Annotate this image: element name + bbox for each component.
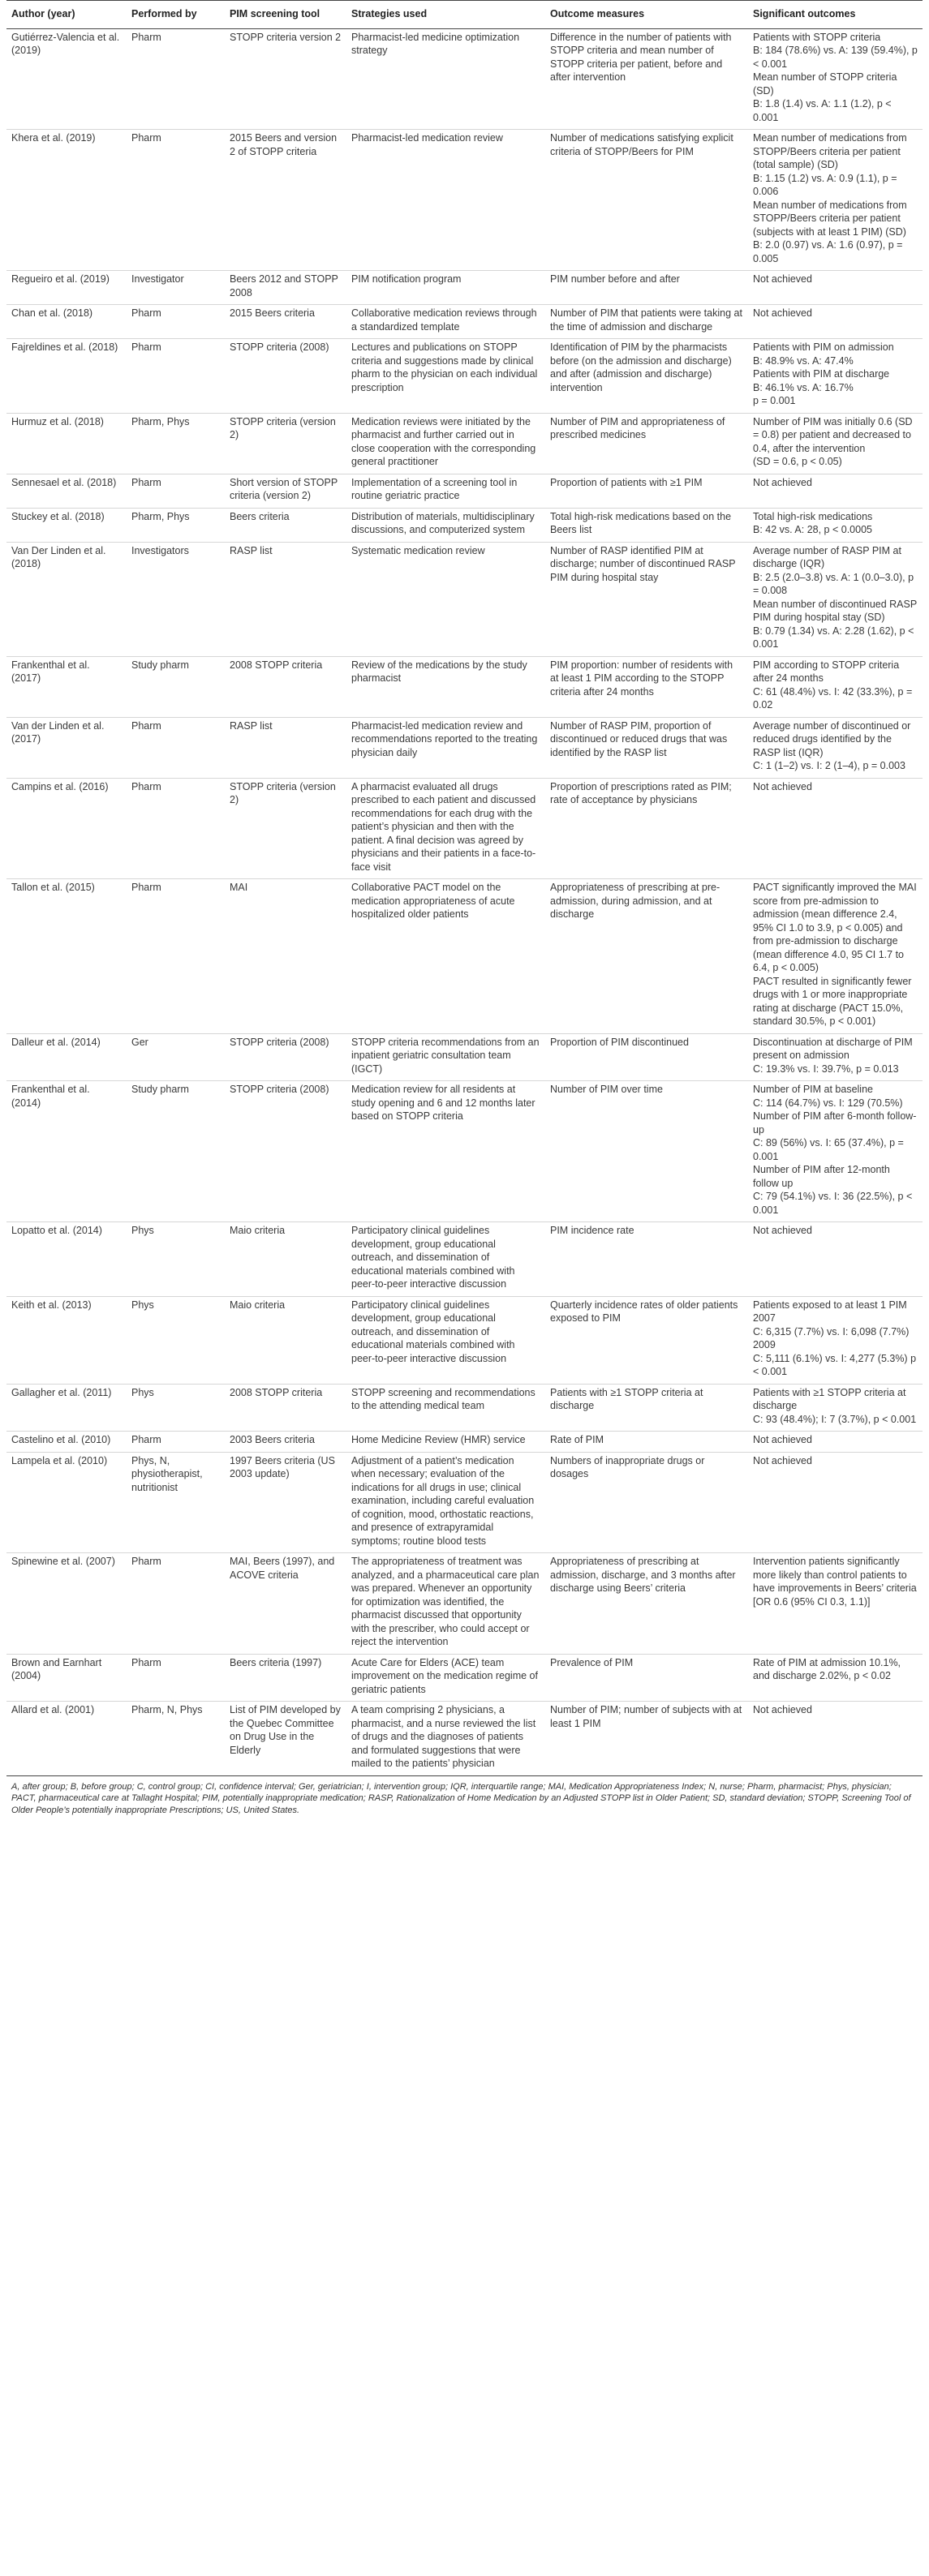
- cell-screening-tool: STOPP criteria version 2: [225, 28, 346, 130]
- col-screening-tool-header: PIM screening tool: [225, 1, 346, 29]
- cell-performed-by: Pharm: [127, 879, 225, 1034]
- cell-performed-by: Pharm: [127, 717, 225, 778]
- cell-performed-by: Pharm: [127, 474, 225, 508]
- table-row: [6, 130, 923, 271]
- cell-outcome-measures: Number of RASP identified PIM at discharge; number of discontinued RASP PIM during hospital stay: [545, 542, 748, 656]
- cell-strategy: Implementation of a screening tool in routine geriatric practice: [346, 474, 545, 508]
- cell-strategy: Pharmacist-led medication review: [346, 130, 545, 271]
- cell-screening-tool: STOPP criteria (2008): [225, 1081, 346, 1222]
- table-row: [6, 508, 923, 542]
- cell-author: Brown and Earnhart (2004): [6, 1654, 127, 1702]
- cell-screening-tool: Beers criteria: [225, 508, 346, 542]
- cell-outcome-measures: Proportion of patients with ≥1 PIM: [545, 474, 748, 508]
- cell-author: Frankenthal et al. (2014): [6, 1081, 127, 1222]
- cell-significant-outcomes: PACT significantly improved the MAI score from pre-admission to admission (mean difference 2.4, 95% CI 1.0 to 3.9, p < 0.005) and from pre-admission to discharge (mean difference 4.0, 95 CI 1.7 to 6.4, p < 0.005) PACT resulted in significantly fewer drugs with 1 or more inappropriate rating at discharge (PACT 15.0%, standard 30.5%, p < 0.001): [748, 879, 923, 1034]
- header-row: [6, 1, 923, 29]
- cell-significant-outcomes: Average number of RASP PIM at discharge (IQR) B: 2.5 (2.0–3.8) vs. A: 1 (0.0–3.0), p = 0.008 Mean number of discontinued RASP PIM during hospital stay (SD) B: 0.79 (1.34) vs. A: 2.28 (1.62), p < 0.001: [748, 542, 923, 656]
- cell-performed-by: Phys: [127, 1384, 225, 1432]
- cell-screening-tool: List of PIM developed by the Quebec Committee on Drug Use in the Elderly: [225, 1702, 346, 1776]
- table-row: [6, 656, 923, 717]
- cell-author: Gallagher et al. (2011): [6, 1384, 127, 1432]
- cell-screening-tool: 1997 Beers criteria (US 2003 update): [225, 1452, 346, 1553]
- col-author-header: Author (year): [6, 1, 127, 29]
- col-performed-by-header: Performed by: [127, 1, 225, 29]
- cell-author: Lampela et al. (2010): [6, 1452, 127, 1553]
- cell-strategy: Medication review for all residents at study opening and 6 and 12 months later based on STOPP criteria: [346, 1081, 545, 1222]
- table-row: [6, 1654, 923, 1702]
- table-row: [6, 1452, 923, 1553]
- cell-strategy: A pharmacist evaluated all drugs prescribed to each patient and discussed recommendations for each drug with the patient’s physician and then with the patient. A final decision was agreed by physicians and their patients in a face-to-face visit: [346, 778, 545, 879]
- cell-performed-by: Pharm: [127, 778, 225, 879]
- cell-strategy: Collaborative PACT model on the medication appropriateness of acute hospitalized older patients: [346, 879, 545, 1034]
- cell-outcome-measures: Number of medications satisfying explicit criteria of STOPP/Beers for PIM: [545, 130, 748, 271]
- table-header: [6, 1, 923, 29]
- cell-performed-by: Pharm: [127, 305, 225, 339]
- cell-performed-by: Study pharm: [127, 656, 225, 717]
- cell-strategy: A team comprising 2 physicians, a pharmacist, and a nurse reviewed the list of drugs and the diagnoses of patients and formulated suggestions that were mailed to the patients’ physician: [346, 1702, 545, 1776]
- cell-screening-tool: Maio criteria: [225, 1222, 346, 1297]
- table-footnote: A, after group; B, before group; C, control group; CI, confidence interval; Ger, geriatrician; I, intervention group; IQR, interquartile range; MAI, Medication Appropriateness Index; N, nurse; Pharm, pharmacist; Phys, physician; PACT, pharmaceutical care at Tallaght Hospital; PIM, potentially inappropriate medication; RASP, Rationalization of Home Medication by an Adjusted STOPP list in Older Patient; SD, standard deviation; STOPP, Screening Tool of Older People’s potentially inappropriate Prescriptions; US, United States.: [11, 1781, 911, 1815]
- cell-outcome-measures: Number of PIM over time: [545, 1081, 748, 1222]
- cell-outcome-measures: Prevalence of PIM: [545, 1654, 748, 1702]
- table-row: [6, 28, 923, 130]
- cell-strategy: Review of the medications by the study pharmacist: [346, 656, 545, 717]
- cell-author: Hurmuz et al. (2018): [6, 413, 127, 474]
- cell-screening-tool: 2008 STOPP criteria: [225, 1384, 346, 1432]
- cell-outcome-measures: Appropriateness of prescribing at pre-admission, during admission, and at discharge: [545, 879, 748, 1034]
- table-row: [6, 778, 923, 879]
- table-row: [6, 1222, 923, 1297]
- table-row: [6, 305, 923, 339]
- cell-strategy: Pharmacist-led medication review and recommendations reported to the treating physician daily: [346, 717, 545, 778]
- cell-significant-outcomes: Mean number of medications from STOPP/Beers criteria per patient (total sample) (SD) B: 1.15 (1.2) vs. A: 0.9 (1.1), p = 0.006 Mean number of medications from STOPP/Beers criteria per patient (subjects with at least 1 PIM) (SD) B: 2.0 (0.97) vs. A: 1.6 (0.97), p = 0.005: [748, 130, 923, 271]
- cell-author: Van der Linden et al. (2017): [6, 717, 127, 778]
- cell-screening-tool: MAI, Beers (1997), and ACOVE criteria: [225, 1553, 346, 1655]
- cell-significant-outcomes: Not achieved: [748, 305, 923, 339]
- cell-significant-outcomes: Patients with STOPP criteria B: 184 (78.6%) vs. A: 139 (59.4%), p < 0.001 Mean number of STOPP criteria (SD) B: 1.8 (1.4) vs. A: 1.1 (1.2), p < 0.001: [748, 28, 923, 130]
- table-row: [6, 1296, 923, 1384]
- cell-significant-outcomes: Number of PIM was initially 0.6 (SD = 0.8) per patient and decreased to 0.4, after the intervention (SD = 0.6, p < 0.05): [748, 413, 923, 474]
- cell-outcome-measures: Number of PIM; number of subjects with at least 1 PIM: [545, 1702, 748, 1776]
- cell-author: Sennesael et al. (2018): [6, 474, 127, 508]
- cell-strategy: PIM notification program: [346, 271, 545, 305]
- cell-screening-tool: STOPP criteria (version 2): [225, 413, 346, 474]
- cell-screening-tool: STOPP criteria (2008): [225, 1033, 346, 1081]
- cell-screening-tool: Beers 2012 and STOPP 2008: [225, 271, 346, 305]
- cell-significant-outcomes: Number of PIM at baseline C: 114 (64.7%) vs. I: 129 (70.5%) Number of PIM after 6-month follow-up C: 89 (56%) vs. I: 65 (37.4%), p = 0.001 Number of PIM after 12-month follow up C: 79 (54.1%) vs. I: 36 (22.5%), p < 0.001: [748, 1081, 923, 1222]
- cell-outcome-measures: Proportion of prescriptions rated as PIM; rate of acceptance by physicians: [545, 778, 748, 879]
- table-row: [6, 1432, 923, 1453]
- cell-significant-outcomes: Not achieved: [748, 474, 923, 508]
- cell-significant-outcomes: Not achieved: [748, 778, 923, 879]
- cell-performed-by: Pharm, Phys: [127, 413, 225, 474]
- cell-significant-outcomes: Not achieved: [748, 1432, 923, 1453]
- pim-studies-table: [6, 0, 923, 1776]
- cell-author: Lopatto et al. (2014): [6, 1222, 127, 1297]
- cell-strategy: STOPP criteria recommendations from an inpatient geriatric consultation team (IGCT): [346, 1033, 545, 1081]
- cell-performed-by: Study pharm: [127, 1081, 225, 1222]
- cell-outcome-measures: PIM incidence rate: [545, 1222, 748, 1297]
- cell-author: Dalleur et al. (2014): [6, 1033, 127, 1081]
- cell-author: Castelino et al. (2010): [6, 1432, 127, 1453]
- cell-screening-tool: STOPP criteria (2008): [225, 339, 346, 414]
- cell-significant-outcomes: Rate of PIM at admission 10.1%, and discharge 2.02%, p < 0.02: [748, 1654, 923, 1702]
- cell-strategy: STOPP screening and recommendations to the attending medical team: [346, 1384, 545, 1432]
- cell-screening-tool: Short version of STOPP criteria (version 2): [225, 474, 346, 508]
- col-strategies-header: Strategies used: [346, 1, 545, 29]
- cell-significant-outcomes: Discontinuation at discharge of PIM present on admission C: 19.3% vs. I: 39.7%, p = 0.013: [748, 1033, 923, 1081]
- cell-significant-outcomes: Patients with ≥1 STOPP criteria at discharge C: 93 (48.4%); I: 7 (3.7%), p < 0.001: [748, 1384, 923, 1432]
- cell-outcome-measures: Patients with ≥1 STOPP criteria at discharge: [545, 1384, 748, 1432]
- cell-performed-by: Pharm: [127, 339, 225, 414]
- cell-author: Allard et al. (2001): [6, 1702, 127, 1776]
- cell-screening-tool: 2015 Beers and version 2 of STOPP criteria: [225, 130, 346, 271]
- cell-screening-tool: 2008 STOPP criteria: [225, 656, 346, 717]
- cell-author: Campins et al. (2016): [6, 778, 127, 879]
- cell-outcome-measures: Rate of PIM: [545, 1432, 748, 1453]
- cell-performed-by: Pharm: [127, 1432, 225, 1453]
- cell-outcome-measures: PIM number before and after: [545, 271, 748, 305]
- cell-outcome-measures: Numbers of inappropriate drugs or dosages: [545, 1452, 748, 1553]
- cell-significant-outcomes: PIM according to STOPP criteria after 24 months C: 61 (48.4%) vs. I: 42 (33.3%), p = 0.02: [748, 656, 923, 717]
- cell-author: Frankenthal et al. (2017): [6, 656, 127, 717]
- cell-screening-tool: 2003 Beers criteria: [225, 1432, 346, 1453]
- cell-outcome-measures: Total high-risk medications based on the Beers list: [545, 508, 748, 542]
- table-row: [6, 1033, 923, 1081]
- table-row: [6, 1081, 923, 1222]
- cell-significant-outcomes: Average number of discontinued or reduced drugs identified by the RASP list (IQR) C: 1 (1–2) vs. I: 2 (1–4), p = 0.003: [748, 717, 923, 778]
- table-row: [6, 542, 923, 656]
- table-row: [6, 271, 923, 305]
- cell-strategy: The appropriateness of treatment was analyzed, and a pharmaceutical care plan was prepared. Whenever an opportunity for optimization was identified, the pharmacist discussed that opportunity with the prescriber, who could accept or reject the intervention: [346, 1553, 545, 1655]
- cell-author: Tallon et al. (2015): [6, 879, 127, 1034]
- cell-strategy: Collaborative medication reviews through a standardized template: [346, 305, 545, 339]
- table-row: [6, 413, 923, 474]
- cell-strategy: Systematic medication review: [346, 542, 545, 656]
- cell-strategy: Acute Care for Elders (ACE) team improvement on the medication regime of geriatric patients: [346, 1654, 545, 1702]
- cell-performed-by: Investigators: [127, 542, 225, 656]
- table-row: [6, 339, 923, 414]
- cell-significant-outcomes: Not achieved: [748, 1222, 923, 1297]
- cell-strategy: Pharmacist-led medicine optimization strategy: [346, 28, 545, 130]
- cell-author: Gutiérrez-Valencia et al. (2019): [6, 28, 127, 130]
- cell-significant-outcomes: Total high-risk medications B: 42 vs. A: 28, p < 0.0005: [748, 508, 923, 542]
- cell-strategy: Lectures and publications on STOPP criteria and suggestions made by clinical pharm to the physician on each individual prescription: [346, 339, 545, 414]
- cell-significant-outcomes: Intervention patients significantly more likely than control patients to have improvements in Beers’ criteria [OR 0.6 (95% CI 0.3, 1.1)]: [748, 1553, 923, 1655]
- cell-screening-tool: RASP list: [225, 542, 346, 656]
- cell-author: Stuckey et al. (2018): [6, 508, 127, 542]
- cell-strategy: Participatory clinical guidelines development, group educational outreach, and dissemination of educational materials combined with peer-to-peer interactive discussion: [346, 1222, 545, 1297]
- cell-strategy: Home Medicine Review (HMR) service: [346, 1432, 545, 1453]
- cell-performed-by: Pharm: [127, 28, 225, 130]
- cell-screening-tool: STOPP criteria (version 2): [225, 778, 346, 879]
- cell-performed-by: Phys, N, physiotherapist, nutritionist: [127, 1452, 225, 1553]
- cell-outcome-measures: Number of RASP PIM, proportion of discontinued or reduced drugs that was identified by the RASP list: [545, 717, 748, 778]
- cell-performed-by: Pharm, N, Phys: [127, 1702, 225, 1776]
- cell-screening-tool: MAI: [225, 879, 346, 1034]
- cell-strategy: Medication reviews were initiated by the pharmacist and further carried out in close cooperation with the corresponding general practitioner: [346, 413, 545, 474]
- cell-author: Chan et al. (2018): [6, 305, 127, 339]
- cell-performed-by: Phys: [127, 1222, 225, 1297]
- table-row: [6, 1553, 923, 1655]
- cell-performed-by: Phys: [127, 1296, 225, 1384]
- cell-performed-by: Pharm: [127, 1654, 225, 1702]
- cell-strategy: Distribution of materials, multidisciplinary discussions, and computerized system: [346, 508, 545, 542]
- table-body: [6, 28, 923, 1775]
- cell-significant-outcomes: Not achieved: [748, 1452, 923, 1553]
- table-row: [6, 1702, 923, 1776]
- cell-outcome-measures: Proportion of PIM discontinued: [545, 1033, 748, 1081]
- cell-significant-outcomes: Patients exposed to at least 1 PIM 2007 C: 6,315 (7.7%) vs. I: 6,098 (7.7%) 2009 C: 5,111 (6.1%) vs. I: 4,277 (5.3%) p < 0.001: [748, 1296, 923, 1384]
- cell-significant-outcomes: Not achieved: [748, 1702, 923, 1776]
- cell-screening-tool: 2015 Beers criteria: [225, 305, 346, 339]
- cell-outcome-measures: PIM proportion: number of residents with at least 1 PIM according to the STOPP criteria after 24 months: [545, 656, 748, 717]
- table-row: [6, 717, 923, 778]
- table-row: [6, 1384, 923, 1432]
- cell-performed-by: Pharm, Phys: [127, 508, 225, 542]
- cell-significant-outcomes: Patients with PIM on admission B: 48.9% vs. A: 47.4% Patients with PIM at discharge B: 46.1% vs. A: 16.7% p = 0.001: [748, 339, 923, 414]
- cell-outcome-measures: Number of PIM and appropriateness of prescribed medicines: [545, 413, 748, 474]
- cell-author: Van Der Linden et al. (2018): [6, 542, 127, 656]
- cell-author: Keith et al. (2013): [6, 1296, 127, 1384]
- cell-screening-tool: Maio criteria: [225, 1296, 346, 1384]
- cell-author: Khera et al. (2019): [6, 130, 127, 271]
- cell-author: Regueiro et al. (2019): [6, 271, 127, 305]
- cell-outcome-measures: Difference in the number of patients with STOPP criteria and mean number of STOPP criteria per patient, before and after intervention: [545, 28, 748, 130]
- cell-outcome-measures: Identification of PIM by the pharmacists before (on the admission and discharge) and after (admission and discharge) intervention: [545, 339, 748, 414]
- cell-author: Fajreldines et al. (2018): [6, 339, 127, 414]
- cell-performed-by: Ger: [127, 1033, 225, 1081]
- col-significant-outcomes-header: Significant outcomes: [748, 1, 923, 29]
- cell-outcome-measures: Quarterly incidence rates of older patients exposed to PIM: [545, 1296, 748, 1384]
- cell-author: Spinewine et al. (2007): [6, 1553, 127, 1655]
- cell-performed-by: Pharm: [127, 130, 225, 271]
- cell-strategy: Adjustment of a patient’s medication when necessary; evaluation of the indications for all drugs in use; clinical examination, including careful evaluation of cognition, mood, orthostatic reactions, and presence of extrapyramidal symptoms; routine blood tests: [346, 1452, 545, 1553]
- cell-screening-tool: Beers criteria (1997): [225, 1654, 346, 1702]
- table-row: [6, 474, 923, 508]
- cell-performed-by: Investigator: [127, 271, 225, 305]
- table-row: [6, 879, 923, 1034]
- cell-outcome-measures: Number of PIM that patients were taking at the time of admission and discharge: [545, 305, 748, 339]
- cell-performed-by: Pharm: [127, 1553, 225, 1655]
- cell-screening-tool: RASP list: [225, 717, 346, 778]
- col-outcome-measures-header: Outcome measures: [545, 1, 748, 29]
- cell-strategy: Participatory clinical guidelines development, group educational outreach, and dissemination of educational materials combined with peer-to-peer interactive discussion: [346, 1296, 545, 1384]
- cell-outcome-measures: Appropriateness of prescribing at admission, discharge, and 3 months after discharge using Beers’ criteria: [545, 1553, 748, 1655]
- cell-significant-outcomes: Not achieved: [748, 271, 923, 305]
